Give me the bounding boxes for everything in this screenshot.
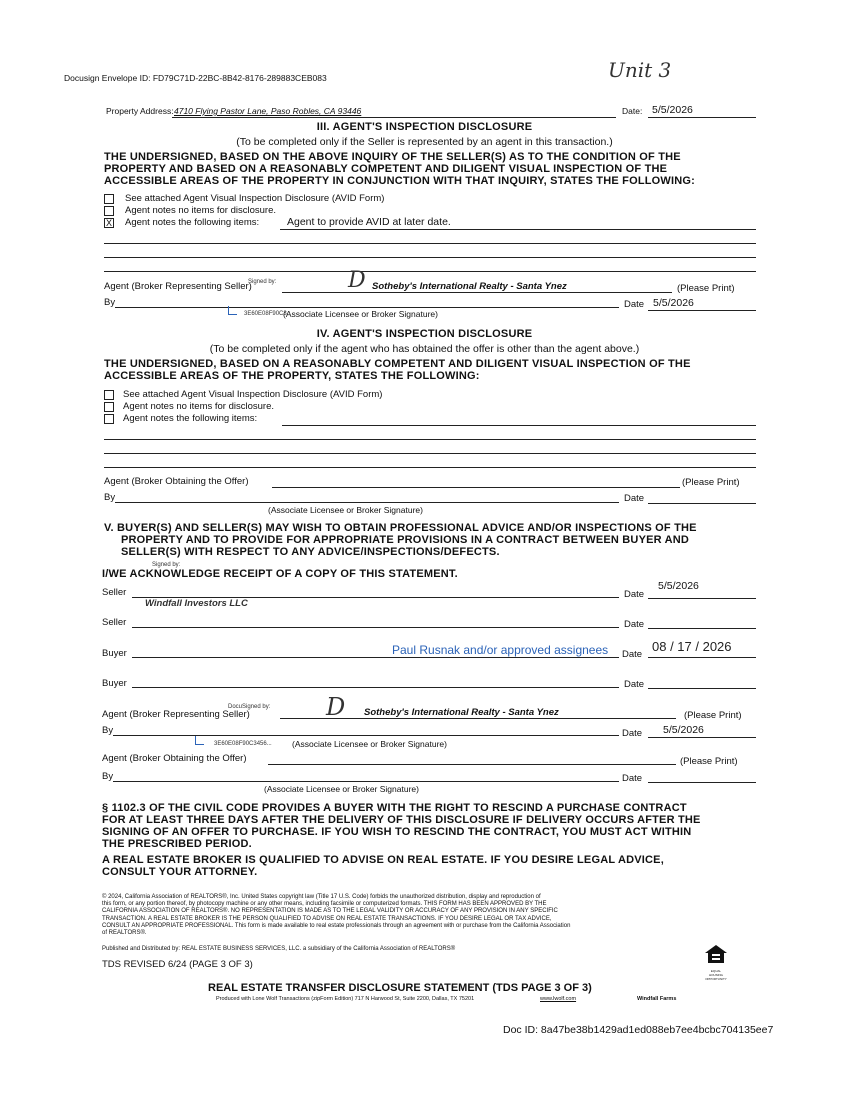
signature-glyph-ack: D	[326, 693, 346, 721]
section3-title: III. AGENT'S INSPECTION DISCLOSURE	[316, 121, 533, 133]
sig-caption-ack-1: (Associate Licensee or Broker Signature)	[292, 739, 447, 749]
rescind-line-3: SIGNING OF AN OFFER TO PURCHASE. IF YOU WISH TO RESCIND THE CONTRACT, YOU MUST ACT WITHIN	[102, 826, 692, 838]
published-by: Published and Distributed by: REAL ESTATE BUSINESS SERVICES, LLC. a subsidiary of the California Association of REALTORS®	[102, 946, 456, 952]
agent-seller-value-ack: Sotheby's International Realty - Santa Ynez	[364, 707, 559, 718]
section3-para-1: THE UNDERSIGNED, BASED ON THE ABOVE INQUIRY OF THE SELLER(S) AS TO THE CONDITION OF THE	[104, 151, 681, 163]
no-items-checkbox-s4[interactable]	[104, 402, 114, 412]
seller1-name: Windfall Investors LLC	[145, 598, 248, 609]
following-items-checkbox-s3[interactable]: X	[105, 218, 112, 228]
property-address: 4710 Flying Pastor Lane, Paso Robles, CA 93446	[174, 106, 362, 116]
section4-para-1: THE UNDERSIGNED, BASED ON A REASONABLY COMPETENT AND DILIGENT VISUAL INSPECTION OF THE	[104, 358, 691, 370]
docusigned-by-ack: DocuSigned by:	[228, 704, 271, 710]
section5-line-1: V. BUYER(S) AND SELLER(S) MAY WISH TO OBTAIN PROFESSIONAL ADVICE AND/OR INSPECTIONS OF THE	[104, 522, 697, 534]
agent-seller-value-s3: Sotheby's International Realty - Santa Ynez	[372, 281, 567, 292]
date-label-s3: Date	[624, 299, 645, 310]
section4-subtitle: (To be completed only if the agent who has obtained the offer is other than the agent above.)	[209, 343, 640, 355]
ack-signed-by: Signed by:	[152, 562, 181, 568]
property-date-label: Date:	[622, 106, 643, 116]
doc-id: Doc ID: 8a47be38b1429ad1ed088eb7ee4bcbc704135ee7	[503, 1024, 774, 1036]
no-items-label-s4: Agent notes no items for disclosure.	[123, 401, 275, 412]
agent-offer-label-s4: Agent (Broker Obtaining the Offer)	[104, 476, 249, 487]
section5-line-3: SELLER(S) WITH RESPECT TO ANY ADVICE/INSPECTIONS/DEFECTS.	[121, 546, 500, 558]
by-label-ack-1: By	[102, 725, 114, 736]
website-link[interactable]: www.lwolf.com	[540, 996, 577, 1002]
avid-checkbox-s3[interactable]	[104, 194, 114, 204]
section4-title: IV. AGENT'S INSPECTION DISCLOSURE	[316, 328, 533, 340]
buyer1-date: 08 / 17 / 2026	[652, 639, 732, 654]
signature-glyph-s3: D	[348, 268, 366, 293]
section5-line-2: PROPERTY AND TO PROVIDE FOR APPROPRIATE PROVISIONS IN A CONTRACT BETWEEN BUYER AND	[121, 534, 690, 546]
buyer2-label: Buyer	[102, 678, 127, 689]
equal-housing-icon: EQUAL HOUSING OPPORTUNITY	[704, 944, 728, 970]
copyright-block: © 2024, California Association of REALTORS®, Inc. United States copyright law (Title 17 U.S. Code) forbids the unauthorized distribution, display and reproduction of this form, or any portion thereof, by photocopy machine or any other means, including facsimile or computerized formats. THIS FORM HAS BEEN APPROVED BY THE CALIFORNIA ASSOCIATION OF REALTORS®. NO REPRESENTATION IS MADE AS TO THE LEGAL VALIDITY OR ACCURACY OF ANY PROVISION IN ANY SPECIFIC TRANSACTION. A REAL ESTATE BROKER IS THE PERSON QUALIFIED TO ADVISE ON REAL ESTATE TRANSACTIONS. IF YOU DESIRE LEGAL OR TAX ADVICE, CONSULT AN APPROPRIATE PROFESSIONAL. This form is made available to real estate professionals through an agreement with or purchase from the California Association of REALTORS®.	[102, 894, 571, 937]
sig-caption-s4: (Associate Licensee or Broker Signature)	[268, 505, 423, 515]
agent-seller-date-ack: 5/5/2026	[663, 724, 704, 736]
following-items-checkbox-s4[interactable]	[104, 414, 114, 424]
agent-offer-label-ack: Agent (Broker Obtaining the Offer)	[102, 753, 247, 764]
tds-revised: TDS REVISED 6/24 (PAGE 3 OF 3)	[102, 959, 253, 970]
no-items-label-s3: Agent notes no items for disclosure.	[125, 205, 277, 216]
sig-caption-ack-2: (Associate Licensee or Broker Signature)	[264, 784, 419, 794]
avid-checkbox-s4[interactable]	[104, 390, 114, 400]
please-print-ack-1: (Please Print)	[684, 710, 742, 721]
broker-line-1: A REAL ESTATE BROKER IS QUALIFIED TO ADVISE ON REAL ESTATE. IF YOU DESIRE LEGAL ADVICE,	[102, 854, 664, 866]
sig-id-ack: 3E60E08F90C3456...	[214, 741, 272, 747]
section3-para-3: ACCESSIBLE AREAS OF THE PROPERTY IN CONJUNCTION WITH THAT INQUIRY, STATES THE FOLLOWING:	[104, 175, 696, 187]
agent-seller-label-ack: Agent (Broker Representing Seller)	[102, 709, 250, 720]
seller1-date-label: Date	[624, 589, 645, 600]
agent-seller-label-s3: Agent (Broker Representing Seller)	[104, 281, 252, 292]
sig-id-s3: 3E60E08F90C3	[244, 311, 287, 317]
buyer2-date-label: Date	[624, 679, 645, 690]
section3-subtitle: (To be completed only if the Seller is represented by an agent in this transaction.)	[236, 136, 613, 148]
seller1-date: 5/5/2026	[658, 580, 699, 592]
by-label-ack-2: By	[102, 771, 114, 782]
buyer1-date-label: Date	[622, 649, 643, 660]
please-print-ack-2: (Please Print)	[680, 756, 738, 767]
handwritten-unit: Unit 3	[608, 58, 672, 82]
buyer1-value: Paul Rusnak and/or approved assignees	[392, 643, 609, 657]
date-value-s3: 5/5/2026	[653, 297, 694, 309]
rescind-line-2: FOR AT LEAST THREE DAYS AFTER THE DELIVERY OF THIS DISCLOSURE IF DELIVERY OCCURS AFTER THE	[102, 814, 701, 826]
rescind-line-4: THE PRESCRIBED PERIOD.	[102, 838, 252, 850]
by-label-s4: By	[104, 492, 116, 503]
property-label: Property Address:	[106, 106, 174, 116]
broker-line-2: CONSULT YOUR ATTORNEY.	[102, 866, 258, 878]
avid-label-s3: See attached Agent Visual Inspection Disclosure (AVID Form)	[125, 193, 385, 204]
section3-para-2: PROPERTY AND BASED ON A REASONABLY COMPETENT AND DILIGENT VISUAL INSPECTION OF THE	[104, 163, 668, 175]
signed-by-s3: Signed by:	[248, 279, 277, 285]
agent-offer-date-label-ack: Date	[622, 773, 643, 784]
sig-caption-s3: (Associate Licensee or Broker Signature)	[283, 309, 438, 319]
by-label-s3: By	[104, 297, 116, 308]
envelope-id: Docusign Envelope ID: FD79C71D-22BC-8B42-8176-289883CEB083	[64, 73, 327, 83]
seller1-label: Seller	[102, 587, 127, 598]
please-print-s4: (Please Print)	[682, 477, 740, 488]
file-name: Windfall Farms	[637, 996, 677, 1002]
date-label-s4: Date	[624, 493, 645, 504]
property-date: 5/5/2026	[652, 104, 693, 116]
form-title: REAL ESTATE TRANSFER DISCLOSURE STATEMENT (TDS PAGE 3 OF 3)	[208, 982, 592, 994]
section4-para-2: ACCESSIBLE AREAS OF THE PROPERTY, STATES THE FOLLOWING:	[104, 370, 480, 382]
no-items-checkbox-s3[interactable]	[104, 206, 114, 216]
buyer1-label: Buyer	[102, 648, 127, 659]
rescind-line-1: § 1102.3 OF THE CIVIL CODE PROVIDES A BUYER WITH THE RIGHT TO RESCIND A PURCHASE CONTRACT	[102, 802, 687, 814]
produced-by: Produced with Lone Wolf Transactions (zipForm Edition) 717 N Harwood St, Suite 2200, Dallas, TX 75201	[216, 996, 475, 1002]
agent-seller-date-label-ack: Date	[622, 728, 643, 739]
avid-label-s4: See attached Agent Visual Inspection Disclosure (AVID Form)	[123, 389, 383, 400]
following-items-value-s3: Agent to provide AVID at later date.	[287, 216, 451, 228]
please-print-s3: (Please Print)	[677, 283, 735, 294]
ack-title: I/WE ACKNOWLEDGE RECEIPT OF A COPY OF THIS STATEMENT.	[102, 568, 458, 580]
following-items-label-s3: Agent notes the following items:	[125, 217, 260, 228]
following-items-label-s4: Agent notes the following items:	[123, 413, 258, 424]
seller2-date-label: Date	[624, 619, 645, 630]
seller2-label: Seller	[102, 617, 127, 628]
